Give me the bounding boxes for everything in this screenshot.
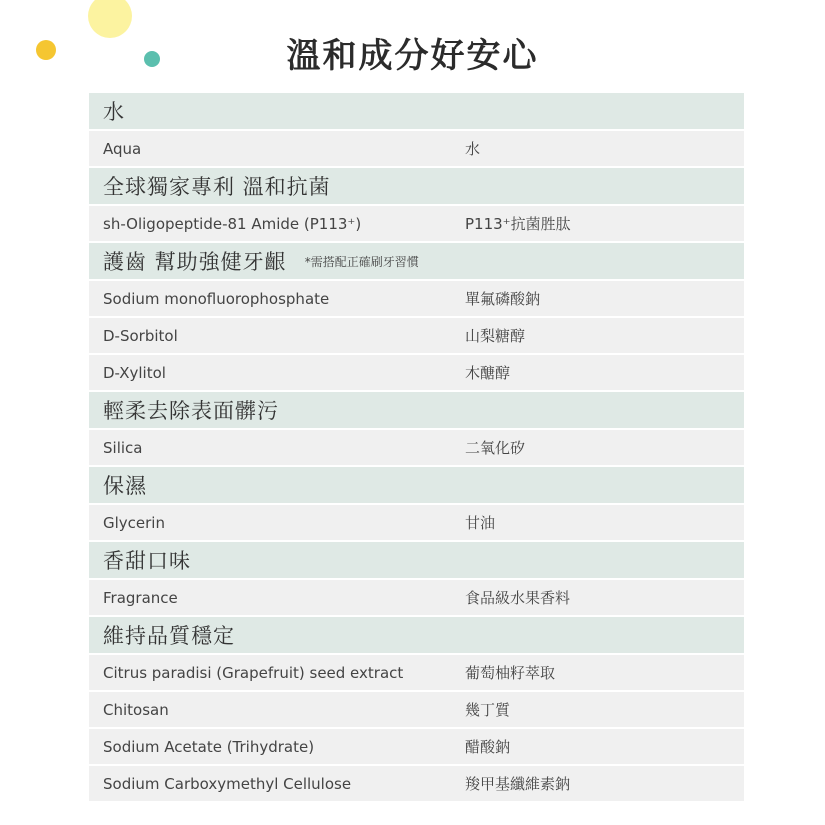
ingredient-name-en: sh-Oligopeptide-81 Amide (P113⁺) — [103, 214, 362, 233]
section-header — [89, 617, 744, 653]
section-title: 全球獨家專利 溫和抗菌 — [103, 175, 331, 199]
section-title: 護齒 幫助強健牙齦 — [103, 250, 287, 274]
section-header — [89, 168, 744, 204]
ingredient-name-zh: P113⁺抗菌胜肽 — [465, 215, 571, 233]
ingredient-name-en: Silica — [103, 438, 143, 457]
ingredient-name-zh: 幾丁質 — [465, 701, 511, 719]
ingredient-name-en: D-Sorbitol — [103, 326, 178, 345]
ingredient-name-en: Fragrance — [103, 588, 178, 607]
ingredient-row — [89, 318, 744, 353]
ingredient-name-zh: 葡萄柚籽萃取 — [465, 664, 556, 682]
ingredient-table — [89, 93, 744, 803]
ingredient-row — [89, 131, 744, 166]
page-title: 溫和成分好安心 — [286, 36, 539, 76]
ingredient-name-zh: 水 — [465, 140, 481, 158]
section-header — [89, 542, 744, 578]
ingredient-name-zh: 二氧化矽 — [465, 439, 526, 457]
section-title: 輕柔去除表面髒污 — [103, 399, 279, 423]
section-header — [89, 93, 744, 129]
ingredient-name-zh: 木醣醇 — [465, 364, 511, 382]
ingredient-name-en: Sodium Carboxymethyl Cellulose — [103, 774, 352, 793]
section-header — [89, 392, 744, 428]
ingredient-name-zh: 羧甲基纖維素鈉 — [465, 775, 571, 793]
ingredient-row — [89, 766, 744, 801]
ingredient-row — [89, 430, 744, 465]
ingredient-name-zh: 醋酸鈉 — [465, 738, 511, 756]
ingredient-name-zh: 甘油 — [465, 514, 496, 532]
ingredient-row — [89, 281, 744, 316]
ingredient-row — [89, 655, 744, 690]
section-title: 水 — [103, 100, 125, 124]
ingredient-name-en: Citrus paradisi (Grapefruit) seed extract — [103, 663, 404, 682]
section-title: 維持品質穩定 — [103, 624, 235, 648]
section-note: *需搭配正確刷牙習慣 — [304, 254, 419, 269]
section-header — [89, 467, 744, 503]
ingredient-row — [89, 729, 744, 764]
section-header — [89, 243, 744, 279]
ingredient-row — [89, 355, 744, 390]
ingredient-row — [89, 505, 744, 540]
ingredient-row — [89, 580, 744, 615]
section-title: 保濕 — [103, 474, 147, 498]
ingredient-name-en: Glycerin — [103, 513, 165, 532]
ingredient-name-zh: 山梨糖醇 — [465, 327, 526, 345]
ingredient-name-en: Chitosan — [103, 700, 169, 719]
ingredient-name-en: Sodium Acetate (Trihydrate) — [103, 737, 315, 756]
ingredient-name-zh: 單氟磷酸鈉 — [465, 290, 541, 308]
ingredient-name-en: Aqua — [103, 139, 142, 158]
ingredient-name-zh: 食品級水果香料 — [465, 589, 571, 607]
section-title: 香甜口味 — [103, 549, 191, 573]
ingredient-name-en: Sodium monofluorophosphate — [103, 289, 330, 308]
ingredient-row — [89, 206, 744, 241]
ingredient-row — [89, 692, 744, 727]
ingredient-name-en: D-Xylitol — [103, 363, 166, 382]
